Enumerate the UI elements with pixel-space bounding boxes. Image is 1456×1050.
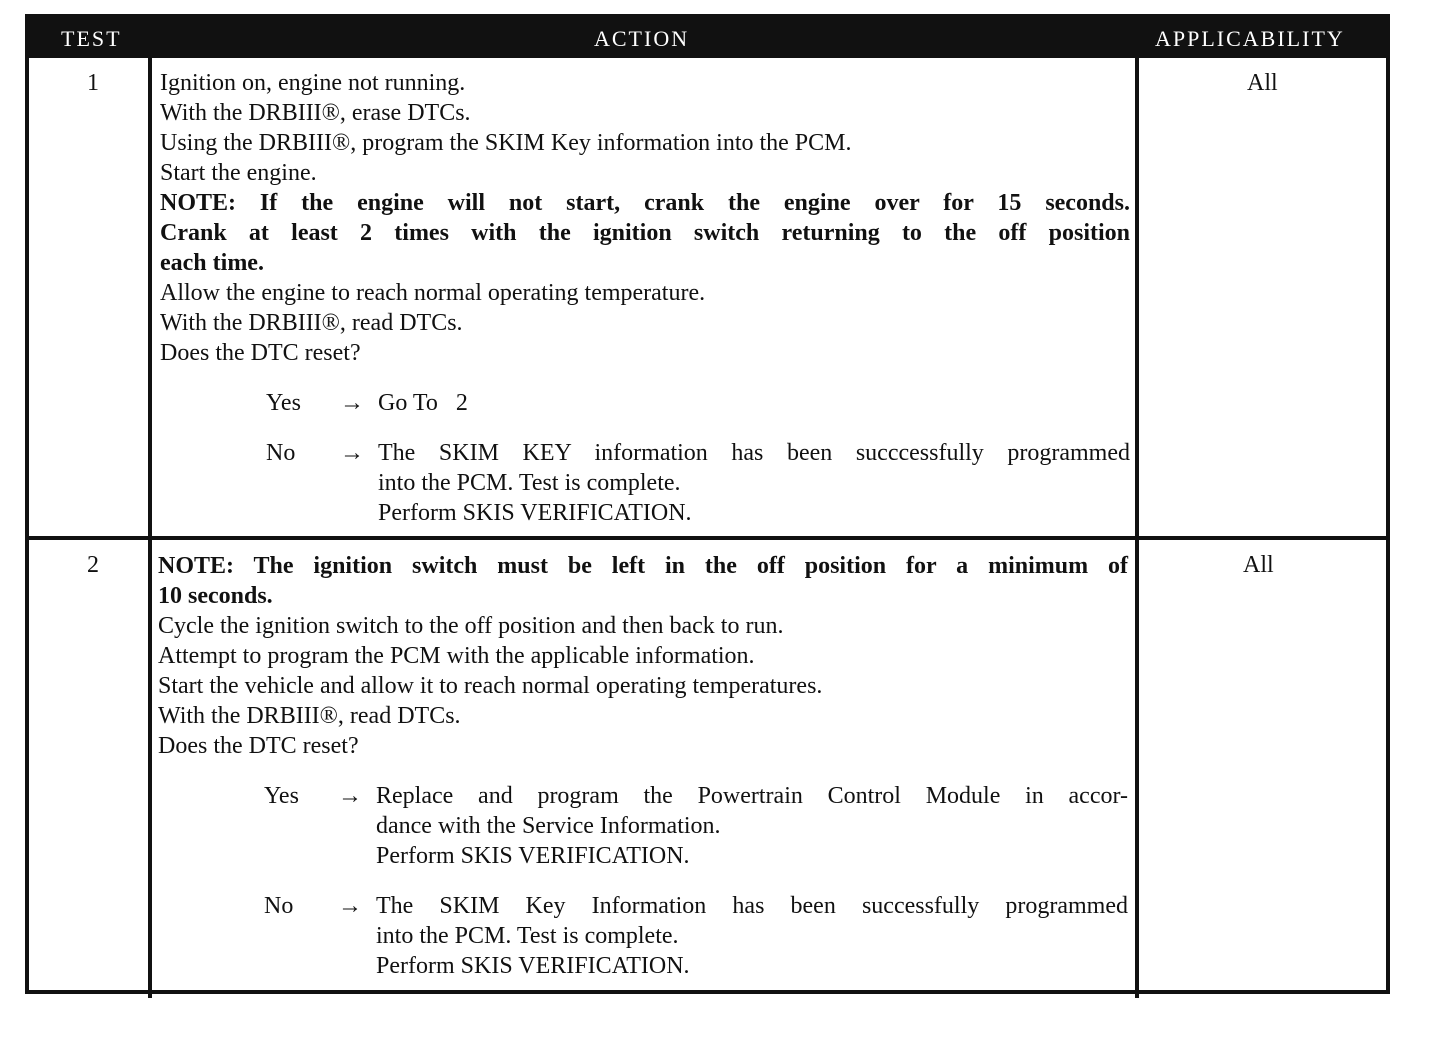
header-action: ACTION bbox=[594, 26, 690, 51]
result-line: The SKIM Key Information has been successfully programmed bbox=[376, 893, 1128, 919]
no-result bbox=[378, 438, 1130, 528]
action-line: Ignition on, engine not running. bbox=[160, 70, 466, 96]
arrow-icon: → bbox=[338, 893, 362, 919]
result-line: into the PCM. Test is complete. bbox=[376, 923, 679, 949]
row-divider bbox=[29, 536, 1386, 540]
result-line: Perform SKIS VERIFICATION. bbox=[378, 500, 692, 526]
arrow-icon: → bbox=[340, 390, 364, 416]
note-line: each time. bbox=[160, 250, 264, 276]
yes-response bbox=[266, 388, 1130, 418]
action-line: Start the engine. bbox=[160, 160, 317, 186]
action-line: Start the vehicle and allow it to reach normal operating temperatures. bbox=[158, 673, 823, 699]
action-line: With the DRBIII®, read DTCs. bbox=[158, 703, 461, 729]
action-line: Using the DRBIII®, program the SKIM Key information into the PCM. bbox=[160, 130, 852, 156]
test-table bbox=[25, 14, 1390, 994]
result-line: Perform SKIS VERIFICATION. bbox=[376, 953, 690, 979]
note-line: NOTE: The ignition switch must be left in the off position for a minimum of bbox=[158, 553, 1128, 579]
no-response bbox=[264, 891, 1128, 981]
applicability-value: All bbox=[1247, 70, 1278, 96]
result-line: into the PCM. Test is complete. bbox=[378, 470, 681, 496]
action-line: Attempt to program the PCM with the applicable information. bbox=[158, 643, 755, 669]
no-label: No bbox=[266, 440, 296, 466]
note-line: 10 seconds. bbox=[158, 583, 273, 609]
header-applicability: APPLICABILITY bbox=[1155, 26, 1345, 51]
result-line: Perform SKIS VERIFICATION. bbox=[376, 843, 690, 869]
action-cell bbox=[160, 68, 1130, 528]
result-line: The SKIM KEY information has been succcessfully programmed bbox=[378, 440, 1130, 466]
arrow-icon: → bbox=[340, 440, 364, 466]
test-number: 2 bbox=[87, 552, 99, 578]
result-line: Replace and program the Powertrain Control Module in accor- bbox=[376, 783, 1128, 809]
yes-response bbox=[264, 781, 1128, 871]
yes-label: Yes bbox=[266, 390, 301, 416]
no-response bbox=[266, 438, 1130, 528]
note-line: Crank at least 2 times with the ignition switch returning to the off position bbox=[160, 220, 1130, 246]
action-line: With the DRBIII®, erase DTCs. bbox=[160, 100, 471, 126]
action-line: Does the DTC reset? bbox=[160, 340, 361, 366]
action-cell bbox=[158, 551, 1128, 981]
test-number: 1 bbox=[87, 70, 99, 96]
no-result bbox=[376, 891, 1128, 981]
yes-label: Yes bbox=[264, 783, 299, 809]
arrow-icon: → bbox=[338, 783, 362, 809]
result-line: dance with the Service Information. bbox=[376, 813, 721, 839]
action-line: Does the DTC reset? bbox=[158, 733, 359, 759]
yes-result bbox=[376, 781, 1128, 871]
applicability-value: All bbox=[1243, 552, 1274, 578]
note-line: NOTE: If the engine will not start, crank the engine over for 15 seconds. bbox=[160, 190, 1130, 216]
no-label: No bbox=[264, 893, 294, 919]
action-line: With the DRBIII®, read DTCs. bbox=[160, 310, 463, 336]
column-divider-test bbox=[148, 58, 152, 998]
action-line: Allow the engine to reach normal operating temperature. bbox=[160, 280, 706, 306]
header-test: TEST bbox=[61, 26, 122, 51]
yes-result bbox=[378, 388, 1130, 418]
column-divider-applicability bbox=[1135, 58, 1139, 998]
table-header bbox=[29, 18, 1386, 58]
action-line: Cycle the ignition switch to the off position and then back to run. bbox=[158, 613, 784, 639]
result-line: Go To 2 bbox=[378, 390, 468, 416]
